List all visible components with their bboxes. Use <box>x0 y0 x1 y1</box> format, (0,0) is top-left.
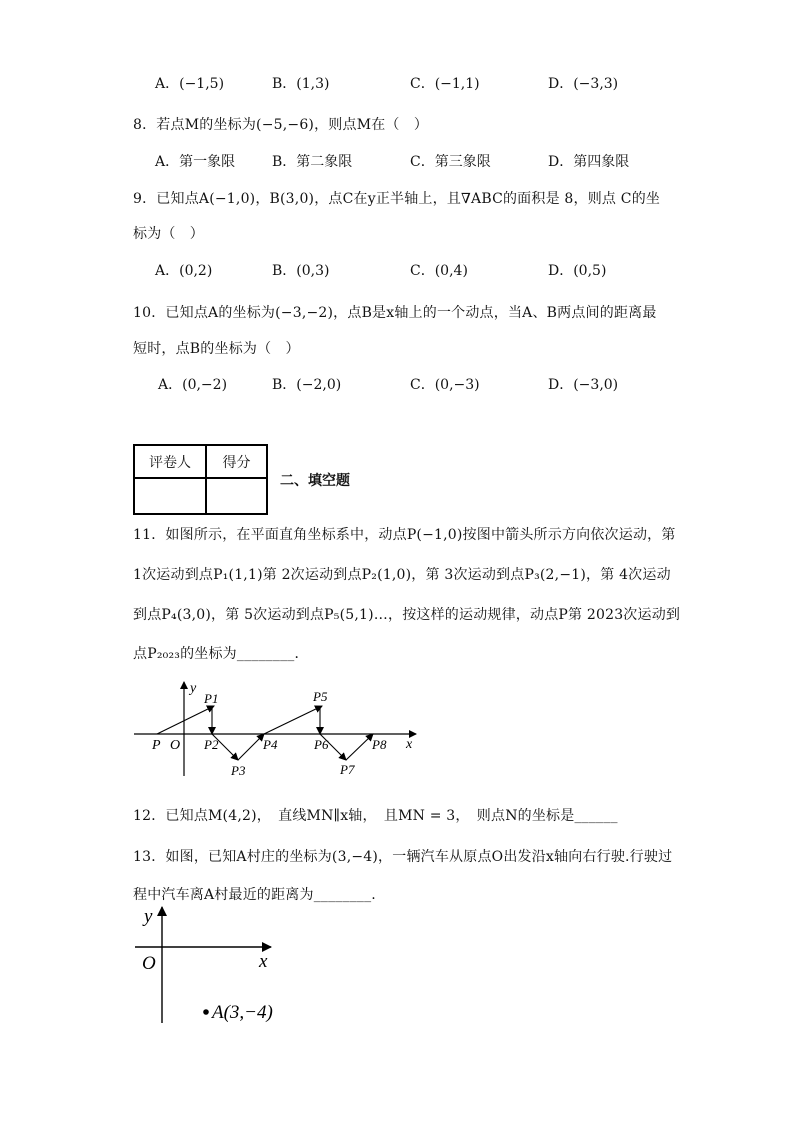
q13-line2: 程中汽车离A村最近的距离为________. <box>133 887 376 903</box>
move-8-arrow <box>346 734 373 760</box>
q11-line2: 1次运动到点P₁(1,1)第 2次运动到点P₂(1,0)，第 3次运动到点P₃(2,−1)，第 4次运动 <box>133 567 671 583</box>
q11-motion-figure <box>130 678 430 783</box>
grader-cell <box>134 478 206 514</box>
q13-coordinate-figure <box>135 905 295 1030</box>
q11-line1: 11．如图所示，在平面直角坐标系中，动点P(−1,0)按图中箭头所示方向依次运动，第 <box>133 527 676 543</box>
x-axis-label: x <box>259 951 268 972</box>
q9-stem-line1: 9．已知点A(−1,0)，B(3,0)，点C在y正半轴上，且∇ABC的面积是 8，则点 C的坐 <box>133 191 661 207</box>
p1-label: P1 <box>204 691 219 706</box>
q7-option-d: D．(−3,3) <box>548 76 619 92</box>
p2-label: P2 <box>204 737 219 752</box>
q10-option-c: C．(0,−3) <box>410 377 480 393</box>
q9-option-b: B．(0,3) <box>272 263 330 279</box>
move-1-arrow <box>157 706 214 734</box>
y-axis-label: y <box>190 681 197 696</box>
q8-option-c: C．第三象限 <box>410 154 491 170</box>
q10-option-b: B．(−2,0) <box>272 377 342 393</box>
q9-option-d: D．(0,5) <box>548 263 607 279</box>
q11-line3: 到点P₄(3,0)，第 5次运动到点P₅(5,1)…，按这样的运动规律，动点P第 2023次运动到 <box>133 607 681 623</box>
q12-text: 12．已知点M(4,2)， 直线MN∥x轴， 且MN = 3， 则点N的坐标是______ <box>133 808 618 824</box>
p5-label: P5 <box>313 689 328 704</box>
village-a-label: A(3,−4) <box>212 1002 273 1023</box>
origin-label: O <box>170 738 181 753</box>
q13-line1: 13．如图，已知A村庄的坐标为(3,−4)，一辆汽车从原点O出发沿x轴向右行驶.行驶过 <box>133 849 673 865</box>
q9-option-a: A．(0,2) <box>155 263 213 279</box>
q8-option-a: A．第一象限 <box>155 154 236 170</box>
p4-label: P4 <box>263 737 278 752</box>
q10-stem-line1: 10．已知点A的坐标为(−3,−2)，点B是x轴上的一个动点，当A、B两点间的距离最 <box>133 305 657 321</box>
q11-line4: 点P₂₀₂₃的坐标为________． <box>133 646 309 662</box>
move-5-arrow <box>264 706 322 734</box>
q10-stem-line2: 短时，点B的坐标为（ ） <box>133 341 300 357</box>
score-header: 得分 <box>206 445 267 478</box>
q9-stem-line2: 标为（ ） <box>133 226 204 242</box>
grading-table <box>133 444 268 515</box>
p6-label: P6 <box>314 737 329 752</box>
q10-option-d: D．(−3,0) <box>548 377 619 393</box>
start-point-label: P <box>152 738 161 753</box>
p8-label: P8 <box>372 737 387 752</box>
p3-label: P3 <box>231 763 246 778</box>
q9-option-c: C．(0,4) <box>410 263 468 279</box>
y-axis-label: y <box>144 906 153 927</box>
origin-label: O <box>142 953 156 974</box>
q8-stem: 8．若点M的坐标为(−5,−6)，则点M在（ ） <box>133 117 429 133</box>
section-title: 二、填空题 <box>280 473 350 489</box>
q8-option-b: B．第二象限 <box>272 154 353 170</box>
p7-label: P7 <box>340 762 355 777</box>
grader-header: 评卷人 <box>134 445 206 478</box>
move-4-arrow <box>238 734 264 760</box>
q10-option-a: A．(0,−2) <box>158 377 228 393</box>
score-cell <box>206 478 267 514</box>
q7-option-a: A．(−1,5) <box>155 76 225 92</box>
village-a-point <box>203 1009 209 1015</box>
x-axis-label: x <box>406 737 413 752</box>
q7-option-b: B．(1,3) <box>272 76 330 92</box>
q8-option-d: D．第四象限 <box>548 154 630 170</box>
q7-option-c: C．(−1,1) <box>410 76 480 92</box>
